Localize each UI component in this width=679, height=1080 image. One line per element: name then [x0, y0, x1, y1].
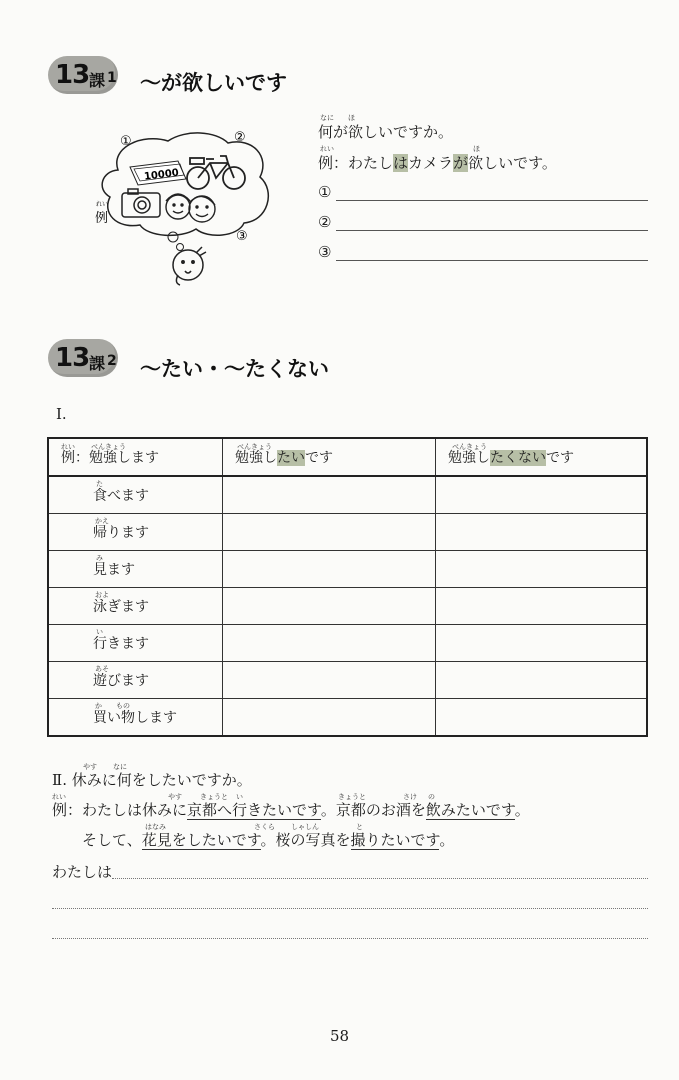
answer-line-2[interactable]	[336, 230, 648, 231]
friends-faces-icon	[166, 194, 215, 222]
lesson-badge-1	[48, 56, 118, 94]
badge-ka: 課	[89, 354, 106, 373]
rei-ruby: れい	[96, 201, 109, 208]
bicycle-icon	[187, 156, 245, 189]
badge-ka: 課	[89, 71, 106, 90]
example-label: 例：	[318, 154, 349, 172]
part2-example-line1: 例：わたしは休みに京都へ行きたいです。京都のお酒を飲みたいです。	[52, 801, 530, 819]
answer-line-1[interactable]	[336, 200, 648, 201]
verb-cell: み 見ます	[48, 551, 223, 588]
section2-title: ～たい・～たくない	[140, 357, 329, 381]
tai-answer-cell[interactable]	[223, 662, 436, 699]
banknote-icon	[130, 161, 186, 185]
verb-cell: およ 泳ぎます	[48, 588, 223, 625]
ruby-rei: れい	[320, 145, 334, 153]
free-answer-line-3[interactable]	[52, 938, 648, 939]
ruby-ho-2: ほ	[473, 145, 480, 153]
page-number: 58	[329, 1027, 350, 1045]
example-particle-ga: が	[453, 154, 469, 172]
conjugation-table	[47, 437, 648, 737]
part2-question-text: 休みに何をしたいですか。	[71, 771, 252, 789]
ruby-yasu: やす	[83, 763, 97, 771]
tai-answer-cell[interactable]	[223, 551, 436, 588]
table-row	[48, 662, 647, 699]
rei-label: 例	[95, 211, 109, 226]
section1-title: ～が欲しいです	[140, 71, 287, 95]
blank-label-1: ①	[318, 183, 332, 201]
table-row	[48, 588, 647, 625]
ruby-nani: なに	[113, 763, 127, 771]
part2-label: Ⅱ.	[52, 771, 67, 789]
part2-example-line2: そして、花見をしたいです。桜の写真を撮りたいです。	[82, 831, 455, 849]
header-cell-tai: べんきょう 勉強したいです	[223, 438, 436, 476]
lesson-badge-2	[48, 339, 118, 377]
tai-answer-cell[interactable]	[223, 476, 436, 514]
mark-3: ③	[236, 229, 248, 244]
tai-answer-cell[interactable]	[223, 699, 436, 737]
takunai-answer-cell[interactable]	[436, 699, 648, 737]
verb-cell: かえ 帰ります	[48, 514, 223, 551]
takunai-answer-cell[interactable]	[436, 476, 648, 514]
section1-question: 何が欲しいですか。	[318, 123, 454, 141]
table-row	[48, 625, 647, 662]
mark-1: ①	[120, 134, 132, 149]
tai-answer-cell[interactable]	[223, 514, 436, 551]
example-part-watashi: わたし	[348, 154, 394, 172]
part2-question	[52, 769, 252, 790]
takunai-answer-cell[interactable]	[436, 625, 648, 662]
table-row	[48, 551, 647, 588]
example-part-camera: カメラ	[408, 154, 454, 172]
ruby-ho: ほ	[348, 114, 355, 122]
answer-line-3[interactable]	[336, 260, 648, 261]
table-row	[48, 699, 647, 737]
verb-cell: か もの 買い物します	[48, 699, 223, 737]
svg-text:10000: 10000	[143, 167, 180, 183]
badge-sub: 2	[107, 353, 117, 369]
badge-sub: 1	[107, 70, 117, 86]
camera-icon	[122, 189, 160, 217]
verb-cell: い 行きます	[48, 625, 223, 662]
example-particle-wa: は	[393, 154, 409, 172]
verb-cell: あそ 遊びます	[48, 662, 223, 699]
header-cell-example: れい べんきょう 例：勉強します	[48, 438, 223, 476]
table-header-row	[48, 438, 647, 476]
badge-number: 13	[55, 343, 90, 373]
header-cell-takunai: べんきょう 勉強したくないです	[436, 438, 648, 476]
tai-answer-cell[interactable]	[223, 625, 436, 662]
free-answer-line-2[interactable]	[52, 908, 648, 909]
wish-thought-bubble-illustration	[88, 125, 278, 290]
takunai-answer-cell[interactable]	[436, 551, 648, 588]
table-row	[48, 514, 647, 551]
ruby-nani: なに	[320, 114, 334, 122]
thinking-boy-icon	[173, 247, 206, 285]
free-answer-line-1[interactable]	[112, 878, 648, 879]
takunai-answer-cell[interactable]	[436, 588, 648, 625]
badge-number: 13	[55, 60, 90, 90]
takunai-answer-cell[interactable]	[436, 662, 648, 699]
part1-label: Ⅰ.	[56, 405, 67, 423]
section1-example	[318, 152, 557, 173]
blank-label-2: ②	[318, 213, 332, 231]
answer-prefix: わたしは	[52, 863, 113, 881]
blank-label-3: ③	[318, 243, 332, 261]
tai-answer-cell[interactable]	[223, 588, 436, 625]
verb-cell: た 食べます	[48, 476, 223, 514]
table-row	[48, 476, 647, 514]
takunai-answer-cell[interactable]	[436, 514, 648, 551]
mark-2: ②	[234, 130, 246, 145]
example-part-hoshii: 欲しいです。	[468, 154, 557, 172]
